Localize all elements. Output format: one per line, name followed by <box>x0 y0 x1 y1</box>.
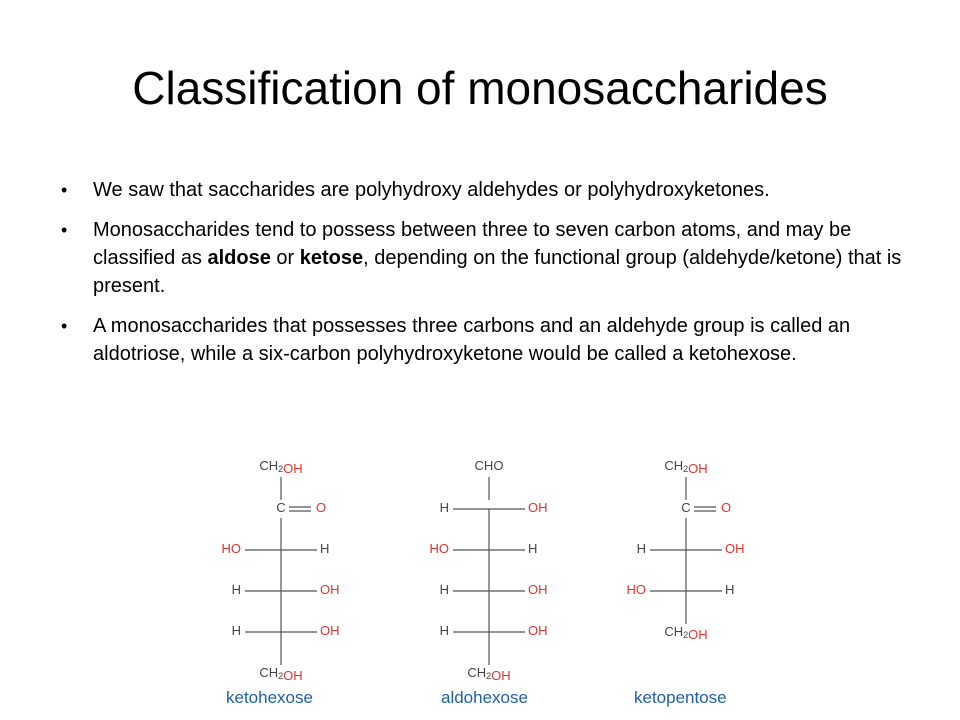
carbon-label: C <box>681 500 691 516</box>
right-substituent-label: OH <box>725 541 745 557</box>
bullet-text <box>93 315 850 365</box>
bullet-text-segment: , depending on the functional group (aldehyde/ketone) that is present. <box>93 247 902 297</box>
left-substituent-label: H <box>439 500 449 516</box>
bullet-dot-icon: • <box>61 316 68 336</box>
bullet-text-segment: A monosaccharides that possesses three carbons and an aldehyde group is called an aldotriose, while a six-carbon polyhydroxyketone would be called a ketohexose. <box>93 315 851 365</box>
bullet-dot-icon: • <box>61 180 68 200</box>
bullet-item <box>60 176 918 204</box>
bullet-list <box>60 176 918 380</box>
bold-term-ketose: ketose <box>299 247 364 269</box>
caption-aldohexose: aldohexose <box>441 688 528 707</box>
bullet-dot-icon: • <box>61 220 68 240</box>
right-substituent-label: H <box>725 582 735 598</box>
left-substituent-label: H <box>636 541 646 557</box>
carbonyl-oxygen-label: O <box>316 500 327 516</box>
bullet-item <box>60 216 918 300</box>
right-substituent-label: OH <box>528 623 548 639</box>
top-group-label: $CH_2OH$ <box>664 458 708 477</box>
bottom-group-label: $CH_2OH$ <box>664 624 708 643</box>
right-substituent-label: OH <box>320 582 340 598</box>
right-substituent-label: OH <box>320 623 340 639</box>
fischer-projections <box>0 450 960 720</box>
right-substituent-label: H <box>320 541 330 557</box>
bullet-text <box>93 179 770 201</box>
caption-ketopentose: ketopentose <box>634 688 727 707</box>
bullet-text-segment: We saw that saccharides are polyhydroxy aldehydes or polyhydroxyketones. <box>93 179 770 201</box>
left-substituent-label: H <box>439 623 449 639</box>
bullet-text-segment: or <box>270 247 300 269</box>
slide-title: Classification of monosaccharides <box>132 62 828 114</box>
left-substituent-label: H <box>231 623 241 639</box>
bullet-item <box>60 312 918 368</box>
right-substituent-label: OH <box>528 582 548 598</box>
top-group-label: $CH_2OH$ <box>259 458 303 477</box>
right-substituent-label: H <box>528 541 538 557</box>
bullet-text-segment: Monosaccharides tend to possess between three to seven carbon atoms, and may be classified as <box>93 219 852 269</box>
carbonyl-oxygen-label: O <box>721 500 732 516</box>
caption-ketohexose: ketohexose <box>226 688 313 707</box>
bullet-text <box>93 219 901 297</box>
left-substituent-label: H <box>439 582 449 598</box>
bold-term-aldose: aldose <box>207 247 271 269</box>
right-substituent-label: OH <box>528 500 548 516</box>
left-substituent-label: HO <box>429 541 449 557</box>
bottom-group-label: $CH_2OH$ <box>259 665 303 684</box>
top-group-label: CHO <box>474 458 504 474</box>
left-substituent-label: H <box>231 582 241 598</box>
bottom-group-label: $CH_2OH$ <box>467 665 511 684</box>
carbon-label: C <box>276 500 286 516</box>
left-substituent-label: HO <box>221 541 241 557</box>
left-substituent-label: HO <box>626 582 646 598</box>
